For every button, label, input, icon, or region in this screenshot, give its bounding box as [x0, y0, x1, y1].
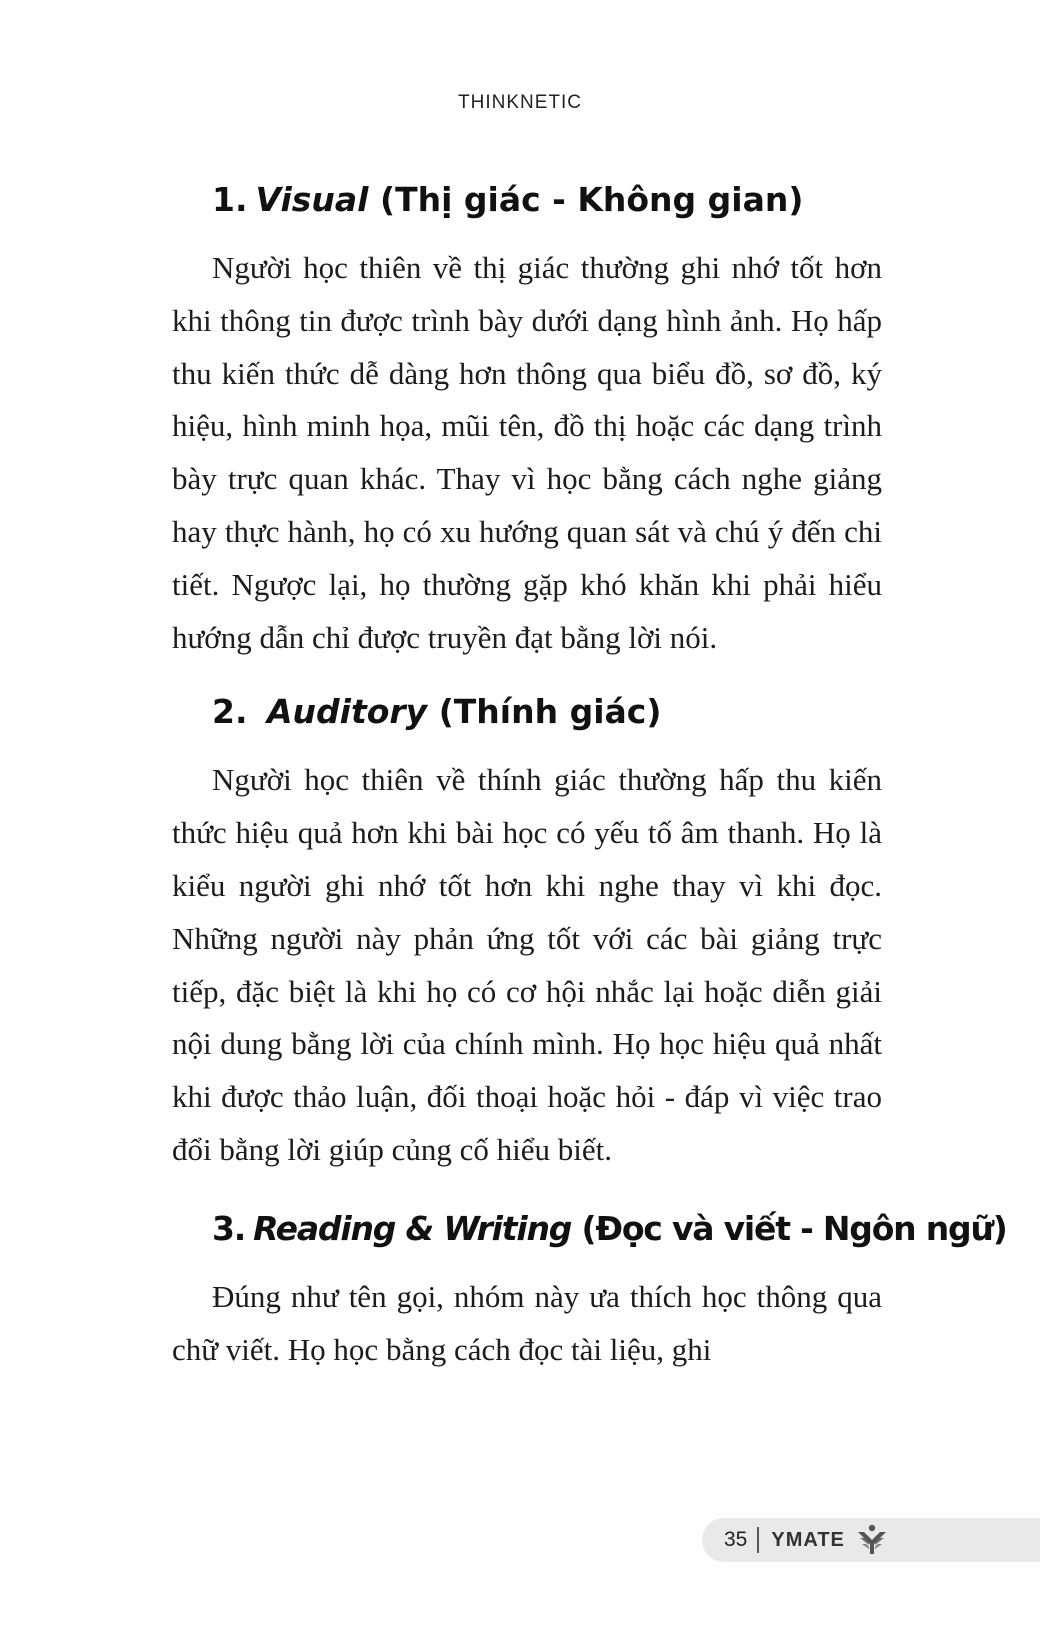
footer-divider: [757, 1527, 759, 1553]
section-3-title-en: Reading & Writing: [253, 1208, 572, 1248]
section-1-number: 1.: [212, 180, 248, 219]
section-2-title-en: Auditory: [267, 692, 428, 732]
page-footer-tab: [702, 1518, 1040, 1562]
section-2-heading: [212, 690, 882, 734]
page-content: [172, 178, 1007, 1400]
section-2-number: 2.: [212, 692, 248, 732]
section-3-paragraph: Đúng như tên gọi, nhóm này ưa thích học thông qua chữ viết. Họ học bằng cách đọc tài liệu, ghi: [172, 1278, 882, 1367]
section-3-heading: [212, 1207, 1007, 1251]
section-1-title-vi: (Thị giác - Không gian): [380, 180, 804, 219]
section-1-title-en: Visual: [255, 180, 369, 219]
running-head: THINKNETIC: [458, 92, 582, 113]
section-1-heading: [212, 178, 882, 222]
ymate-logo-icon: [855, 1523, 889, 1557]
section-3-number: 3.: [212, 1208, 246, 1248]
page-number: 35: [724, 1528, 748, 1551]
section-1-paragraph: Người học thiên về thị giác thường ghi nhớ tốt hơn khi thông tin được trình bày dưới dạng hình ảnh. Họ hấp thu kiến thức dễ dàng hơn thông qua biểu đồ, sơ đồ, ký hiệu, hình minh họa, mũi tên, đồ thị hoặc các dạng trình bày trực quan khác. Thay vì học bằng cách nghe giảng hay thực hành, họ có xu hướng quan sát và chú ý đến chi tiết. Ngược lại, họ thường gặp khó khăn khi phải hiểu hướng dẫn chỉ được truyền đạt bằng lời nói.: [172, 250, 882, 655]
section-2-paragraph: Người học thiên về thính giác thường hấp thu kiến thức hiệu quả hơn khi bài học có yếu tố âm thanh. Họ là kiểu người ghi nhớ tốt hơn khi nghe thay vì khi đọc. Những người này phản ứng tốt với các bài giảng trực tiếp, đặc biệt là khi họ có cơ hội nhắc lại hoặc diễn giải nội dung bằng lời của chính mình. Họ học hiệu quả nhất khi được thảo luận, đối thoại hoặc hỏi - đáp vì việc trao đổi bằng lời giúp củng cố hiểu biết.: [172, 762, 882, 1167]
brand-name: YMATE: [771, 1528, 845, 1551]
section-3-title-vi: (Đọc và viết - Ngôn ngữ): [581, 1208, 1007, 1248]
section-2-title-vi: (Thính giác): [438, 692, 662, 732]
